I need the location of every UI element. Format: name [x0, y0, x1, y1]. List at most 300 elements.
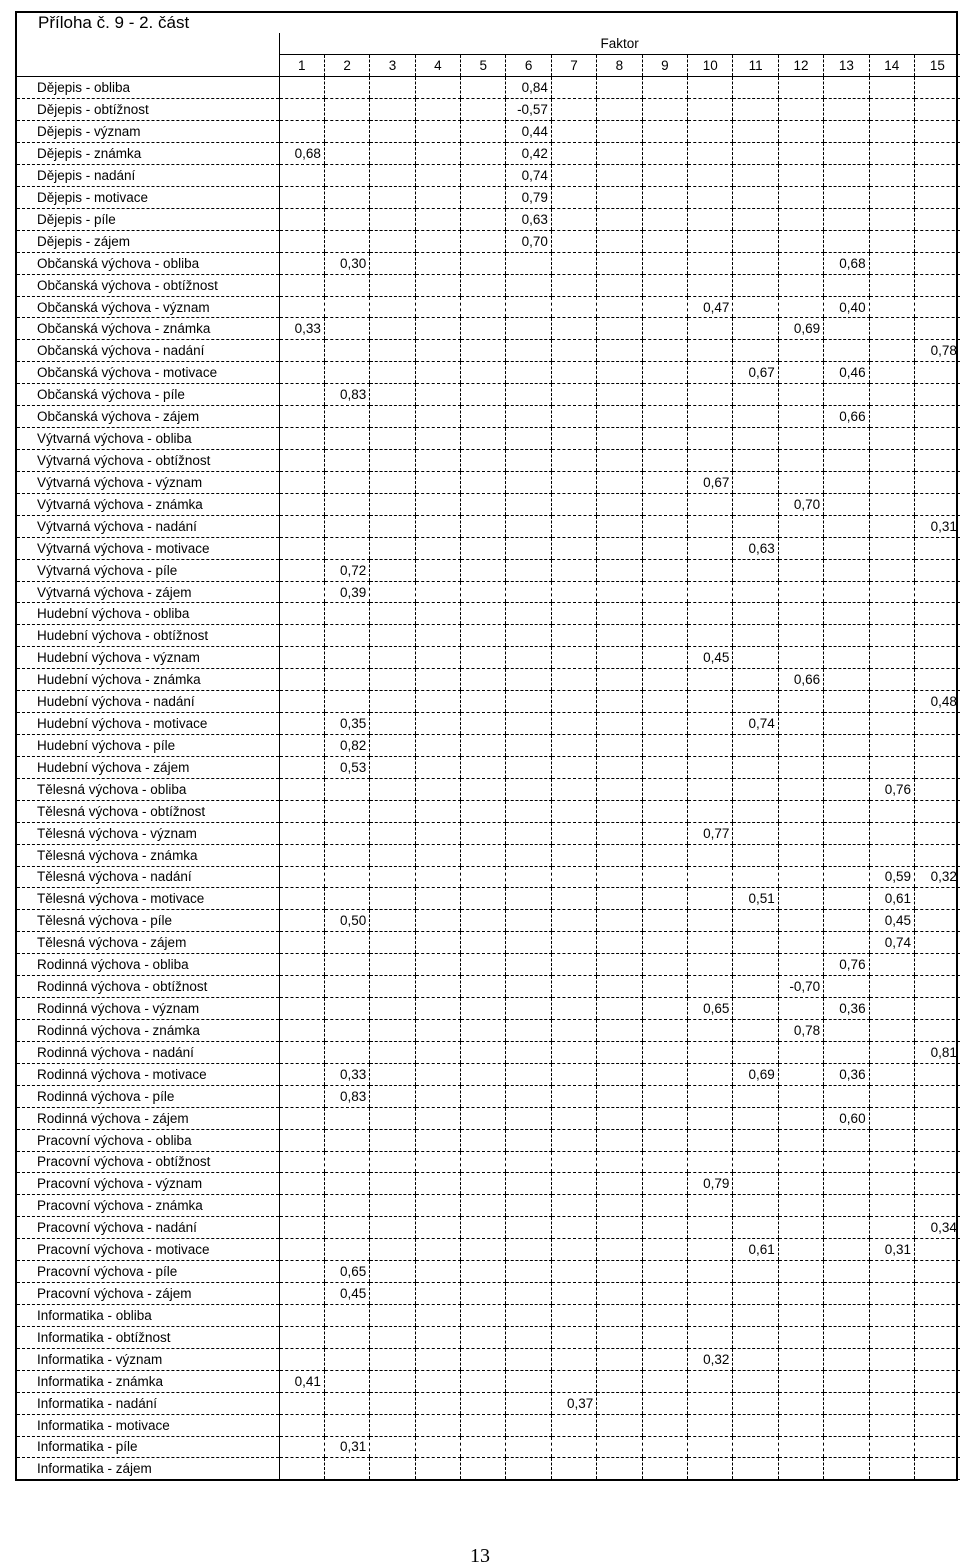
loading-cell — [824, 493, 869, 515]
row-label: Dějepis - motivace — [17, 186, 279, 208]
loading-cell — [688, 1414, 733, 1436]
row-label: Informatika - zájem — [17, 1458, 279, 1480]
loading-cell — [642, 1283, 687, 1305]
loading-cell — [279, 844, 324, 866]
table-row — [17, 318, 960, 340]
loading-cell — [824, 1326, 869, 1348]
loading-cell — [461, 822, 506, 844]
loading-cell — [688, 252, 733, 274]
table-row — [17, 230, 960, 252]
loading-cell: 0,61 — [869, 888, 914, 910]
loading-cell — [733, 252, 778, 274]
loading-cell — [869, 1348, 914, 1370]
loading-cell — [824, 1173, 869, 1195]
sheet-title: Příloha č. 9 - 2. část — [38, 13, 190, 32]
loading-cell — [778, 1458, 823, 1480]
loading-cell — [824, 713, 869, 735]
loading-cell — [370, 340, 415, 362]
loading-cell: 0,65 — [688, 998, 733, 1020]
loading-cell — [415, 669, 460, 691]
loading-cell — [824, 77, 869, 99]
loading-cell — [597, 647, 642, 669]
loading-cell — [824, 800, 869, 822]
loading-cell — [370, 230, 415, 252]
loading-cell — [370, 1348, 415, 1370]
loading-cell — [597, 515, 642, 537]
table-row — [17, 1195, 960, 1217]
row-label: Rodinná výchova - zájem — [17, 1107, 279, 1129]
loading-cell — [642, 910, 687, 932]
faktor-header: Faktor — [279, 33, 960, 55]
loading-cell — [642, 274, 687, 296]
loading-cell — [733, 406, 778, 428]
loading-cell — [415, 471, 460, 493]
loading-cell — [869, 1261, 914, 1283]
loading-cell — [688, 1063, 733, 1085]
loading-cell — [914, 1348, 959, 1370]
loading-cell: 0,42 — [506, 143, 551, 165]
loading-cell — [914, 428, 959, 450]
loading-cell — [914, 669, 959, 691]
loading-cell — [824, 1414, 869, 1436]
loading-cell — [824, 844, 869, 866]
loading-cell — [869, 647, 914, 669]
loading-cell — [642, 143, 687, 165]
loading-cell: 0,65 — [324, 1261, 369, 1283]
row-label: Hudební výchova - význam — [17, 647, 279, 669]
loading-cell — [415, 998, 460, 1020]
loading-cell — [642, 1173, 687, 1195]
loading-cell — [778, 756, 823, 778]
factor-number-header: 1 — [279, 55, 324, 77]
loading-cell — [914, 822, 959, 844]
loading-cell — [778, 910, 823, 932]
loading-cell — [461, 1392, 506, 1414]
row-label: Informatika - obtížnost — [17, 1326, 279, 1348]
loading-cell — [279, 1458, 324, 1480]
loading-cell: 0,69 — [778, 318, 823, 340]
loading-cell — [506, 581, 551, 603]
loading-cell — [597, 559, 642, 581]
loading-cell — [506, 537, 551, 559]
loading-cell — [461, 1414, 506, 1436]
loading-cell — [551, 932, 596, 954]
loading-cell — [506, 1173, 551, 1195]
loading-cell — [688, 1129, 733, 1151]
loading-cell — [824, 976, 869, 998]
loading-cell — [551, 1019, 596, 1041]
loading-cell — [461, 691, 506, 713]
loading-cell — [778, 581, 823, 603]
loading-cell — [461, 669, 506, 691]
loading-cell — [415, 340, 460, 362]
loading-cell — [642, 822, 687, 844]
loading-cell — [324, 1151, 369, 1173]
loading-cell: 0,74 — [869, 932, 914, 954]
loading-cell — [914, 603, 959, 625]
loading-cell — [324, 493, 369, 515]
loading-cell — [824, 450, 869, 472]
loading-cell — [642, 1414, 687, 1436]
loading-cell — [415, 274, 460, 296]
loading-cell — [688, 1151, 733, 1173]
loading-cell — [279, 1129, 324, 1151]
loading-cell — [506, 976, 551, 998]
loading-cell — [597, 493, 642, 515]
loading-cell — [370, 208, 415, 230]
loading-cell — [688, 954, 733, 976]
loading-cell — [279, 1326, 324, 1348]
loading-cell: 0,63 — [506, 208, 551, 230]
loading-cell — [551, 581, 596, 603]
loading-cell — [551, 252, 596, 274]
loading-cell — [461, 713, 506, 735]
loading-cell — [778, 515, 823, 537]
row-label: Výtvarná výchova - motivace — [17, 537, 279, 559]
table-row — [17, 866, 960, 888]
loading-cell — [370, 406, 415, 428]
loading-cell — [415, 932, 460, 954]
loading-cell — [642, 515, 687, 537]
loading-cell — [688, 340, 733, 362]
loading-cell — [324, 1414, 369, 1436]
loading-cell — [324, 1370, 369, 1392]
loading-cell — [597, 1063, 642, 1085]
loading-cell — [370, 296, 415, 318]
loading-cell — [324, 888, 369, 910]
loading-cell — [688, 1261, 733, 1283]
row-label: Občanská výchova - píle — [17, 384, 279, 406]
loading-cell — [324, 822, 369, 844]
loading-cell — [324, 625, 369, 647]
loading-cell — [642, 252, 687, 274]
loading-cell — [642, 976, 687, 998]
loading-cell — [415, 537, 460, 559]
loading-cell — [324, 691, 369, 713]
loading-cell — [506, 1085, 551, 1107]
loading-cell: 0,83 — [324, 384, 369, 406]
loading-cell — [461, 230, 506, 252]
loading-cell — [688, 691, 733, 713]
loading-cell — [914, 1107, 959, 1129]
loading-cell — [733, 99, 778, 121]
loading-cell — [370, 471, 415, 493]
loading-cell — [461, 998, 506, 1020]
loading-cell — [778, 625, 823, 647]
loading-cell — [279, 954, 324, 976]
loading-cell: 0,70 — [506, 230, 551, 252]
loading-cell — [370, 691, 415, 713]
loading-cell — [324, 1173, 369, 1195]
loading-cell — [642, 1458, 687, 1480]
loading-cell — [551, 493, 596, 515]
loading-cell — [324, 515, 369, 537]
loading-cell — [778, 647, 823, 669]
loading-cell: 0,45 — [688, 647, 733, 669]
loading-cell — [461, 493, 506, 515]
loading-cell — [869, 954, 914, 976]
loading-cell — [324, 471, 369, 493]
loading-cell — [642, 186, 687, 208]
loading-cell — [914, 318, 959, 340]
loading-cell — [914, 647, 959, 669]
row-label: Občanská výchova - zájem — [17, 406, 279, 428]
loading-cell — [688, 121, 733, 143]
loading-cell — [370, 1370, 415, 1392]
loading-cell — [869, 1326, 914, 1348]
loading-cell — [778, 822, 823, 844]
loading-cell — [461, 778, 506, 800]
loading-cell: 0,36 — [824, 1063, 869, 1085]
loading-cell — [370, 1063, 415, 1085]
loading-cell — [506, 1151, 551, 1173]
loading-cell — [733, 1261, 778, 1283]
loading-cell — [733, 844, 778, 866]
loading-cell — [551, 165, 596, 187]
loading-cell — [688, 1392, 733, 1414]
loading-cell — [461, 208, 506, 230]
factor-number-row — [17, 55, 960, 77]
loading-cell — [461, 1019, 506, 1041]
loading-cell — [279, 165, 324, 187]
loading-cell — [506, 756, 551, 778]
loading-cell — [733, 165, 778, 187]
loading-cell — [642, 844, 687, 866]
loading-cell — [824, 1304, 869, 1326]
loading-cell — [415, 844, 460, 866]
loading-cell — [733, 493, 778, 515]
loading-cell — [415, 1129, 460, 1151]
loading-cell — [778, 998, 823, 1020]
loading-cell — [461, 559, 506, 581]
loading-cell — [415, 756, 460, 778]
loading-cell — [824, 384, 869, 406]
loading-cell — [324, 866, 369, 888]
loading-cell — [824, 669, 869, 691]
loading-cell — [778, 428, 823, 450]
row-label: Informatika - nadání — [17, 1392, 279, 1414]
loading-cell — [914, 713, 959, 735]
loading-cell: 0,59 — [869, 866, 914, 888]
loading-cell: 0,76 — [824, 954, 869, 976]
loading-cell — [506, 1436, 551, 1458]
loading-cell — [642, 1041, 687, 1063]
loading-cell — [597, 778, 642, 800]
loading-cell — [370, 99, 415, 121]
loading-cell — [506, 252, 551, 274]
loading-cell — [869, 1217, 914, 1239]
loading-cell — [824, 866, 869, 888]
table-row — [17, 669, 960, 691]
loading-cell — [324, 406, 369, 428]
loading-cell — [688, 625, 733, 647]
table-row — [17, 1370, 960, 1392]
loading-cell — [733, 603, 778, 625]
factor-number-header: 13 — [824, 55, 869, 77]
loading-cell — [551, 1129, 596, 1151]
table-row — [17, 603, 960, 625]
loading-cell: 0,68 — [824, 252, 869, 274]
loading-cell — [551, 713, 596, 735]
loading-cell — [642, 296, 687, 318]
loading-cell — [914, 910, 959, 932]
loading-cell: 0,50 — [324, 910, 369, 932]
loading-cell — [733, 1217, 778, 1239]
loading-cell — [506, 493, 551, 515]
loading-cell — [597, 822, 642, 844]
loading-cell — [733, 669, 778, 691]
loading-cell — [461, 406, 506, 428]
loading-cell — [778, 691, 823, 713]
loading-cell — [824, 515, 869, 537]
loading-cell — [279, 1283, 324, 1305]
loading-cell — [642, 471, 687, 493]
loading-cell — [506, 406, 551, 428]
loading-cell — [324, 1458, 369, 1480]
loading-cell — [733, 998, 778, 1020]
loading-cell — [279, 77, 324, 99]
table-row — [17, 1458, 960, 1480]
loading-cell — [279, 471, 324, 493]
loading-cell: 0,51 — [733, 888, 778, 910]
loading-cell: 0,45 — [324, 1283, 369, 1305]
loading-cell — [914, 252, 959, 274]
row-label: Rodinná výchova - význam — [17, 998, 279, 1020]
loading-cell: 0,31 — [324, 1436, 369, 1458]
loading-cell — [506, 1239, 551, 1261]
loading-cell — [461, 1195, 506, 1217]
loading-cell — [415, 296, 460, 318]
loading-cell — [279, 559, 324, 581]
loading-cell — [279, 428, 324, 450]
loading-cell — [551, 340, 596, 362]
loading-cell — [688, 143, 733, 165]
loading-cell — [824, 1458, 869, 1480]
loading-cell — [824, 165, 869, 187]
loading-cell — [415, 99, 460, 121]
loading-cell — [778, 406, 823, 428]
loading-cell — [279, 296, 324, 318]
loading-cell — [415, 976, 460, 998]
loading-cell — [324, 669, 369, 691]
loading-cell: 0,78 — [778, 1019, 823, 1041]
loading-cell — [461, 252, 506, 274]
loading-cell — [461, 910, 506, 932]
loading-cell — [778, 1348, 823, 1370]
loading-cell — [824, 230, 869, 252]
loading-cell — [642, 888, 687, 910]
table-row — [17, 340, 960, 362]
row-label: Výtvarná výchova - obtížnost — [17, 450, 279, 472]
loading-cell — [279, 362, 324, 384]
loading-cell — [824, 1348, 869, 1370]
loading-cell — [642, 1129, 687, 1151]
loading-cell — [869, 208, 914, 230]
loading-cell — [869, 581, 914, 603]
loading-cell — [733, 1151, 778, 1173]
table-row — [17, 976, 960, 998]
table-row — [17, 1283, 960, 1305]
loading-cell — [733, 1326, 778, 1348]
loading-cell — [824, 559, 869, 581]
loading-cell — [688, 186, 733, 208]
row-label: Hudební výchova - známka — [17, 669, 279, 691]
loading-cell — [415, 1063, 460, 1085]
loading-cell — [914, 1085, 959, 1107]
loading-cell — [370, 1392, 415, 1414]
loading-cell — [324, 1348, 369, 1370]
loading-cell — [597, 471, 642, 493]
loading-cell — [370, 1304, 415, 1326]
loading-cell — [415, 1392, 460, 1414]
loading-cell — [279, 1261, 324, 1283]
loading-cell — [461, 274, 506, 296]
loading-cell — [688, 1304, 733, 1326]
loading-cell — [279, 1195, 324, 1217]
loading-cell — [324, 1304, 369, 1326]
loading-cell — [597, 1326, 642, 1348]
loading-cell — [324, 954, 369, 976]
loading-cell — [733, 1129, 778, 1151]
loading-cell — [642, 1085, 687, 1107]
loading-cell — [506, 1458, 551, 1480]
loading-cell — [824, 99, 869, 121]
factor-number-header: 8 — [597, 55, 642, 77]
loading-cell — [551, 647, 596, 669]
loading-cell — [733, 954, 778, 976]
loading-cell — [597, 1107, 642, 1129]
loading-cell — [551, 625, 596, 647]
loading-cell: -0,57 — [506, 99, 551, 121]
loading-cell — [778, 274, 823, 296]
loading-cell — [642, 998, 687, 1020]
loading-cell — [551, 691, 596, 713]
loading-cell — [415, 1151, 460, 1173]
loading-cell — [824, 1283, 869, 1305]
loading-cell — [551, 778, 596, 800]
loading-cell — [642, 1063, 687, 1085]
loading-cell — [461, 186, 506, 208]
table-row — [17, 1019, 960, 1041]
loading-cell — [642, 384, 687, 406]
loading-cell — [279, 603, 324, 625]
loading-cell — [778, 1304, 823, 1326]
loading-cell — [551, 121, 596, 143]
table-row — [17, 691, 960, 713]
loading-cell — [415, 1436, 460, 1458]
loading-cell — [778, 1151, 823, 1173]
loading-cell — [506, 888, 551, 910]
loading-cell — [461, 384, 506, 406]
loading-cell — [506, 822, 551, 844]
loading-cell — [733, 1304, 778, 1326]
loading-cell — [279, 625, 324, 647]
loading-cell — [642, 121, 687, 143]
loading-cell — [642, 669, 687, 691]
loading-cell — [824, 647, 869, 669]
factor-number-header: 11 — [733, 55, 778, 77]
loading-cell — [506, 625, 551, 647]
loading-cell — [324, 1129, 369, 1151]
loading-cell — [778, 1283, 823, 1305]
table-row — [17, 296, 960, 318]
loading-cell — [778, 1173, 823, 1195]
loading-cell: 0,44 — [506, 121, 551, 143]
loading-cell — [551, 1195, 596, 1217]
loading-cell — [415, 1217, 460, 1239]
loading-cell — [415, 1107, 460, 1129]
loading-cell — [370, 1436, 415, 1458]
